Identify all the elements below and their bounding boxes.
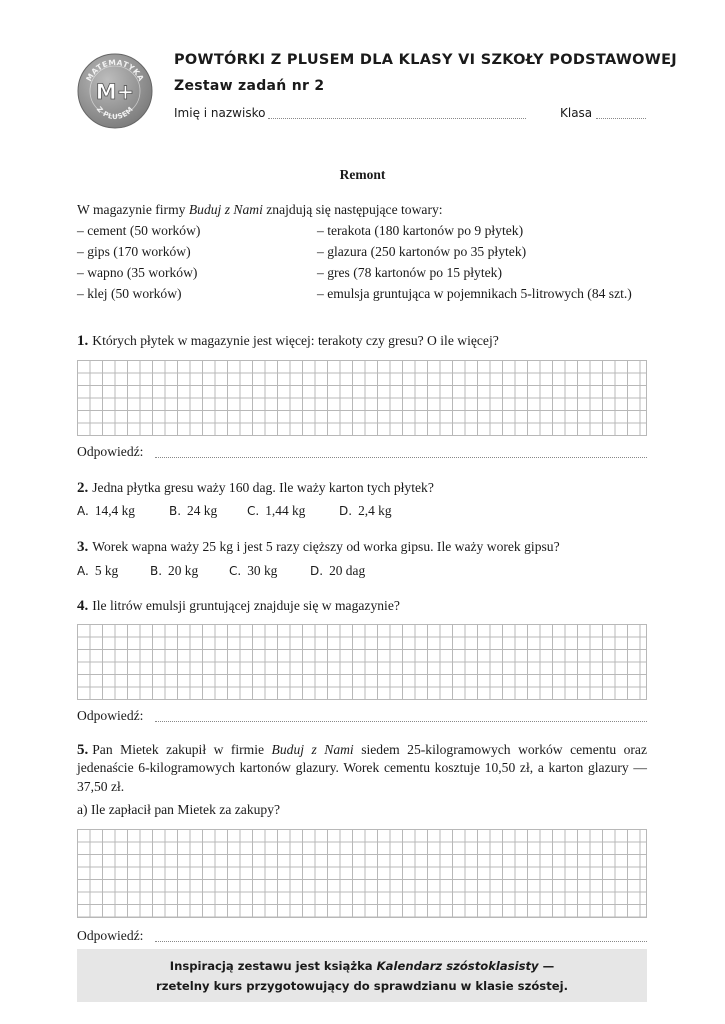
student-info-row <box>174 106 646 122</box>
goods-item: – klej (50 worków) <box>77 286 182 301</box>
goods-item: – gips (170 worków) <box>77 244 191 259</box>
option-a[interactable]: A. 5 kg <box>77 563 119 578</box>
goods-item: – wapno (35 worków) <box>77 265 198 280</box>
question-number: 1. <box>77 333 89 349</box>
answer-label: Odpowiedź: <box>77 444 144 459</box>
class-field[interactable] <box>596 106 646 119</box>
footer-line-1: Inspiracją zestawu jest książka Kalendarz szóstoklasisty — <box>169 959 555 973</box>
answer-label: Odpowiedź: <box>77 708 144 723</box>
section-title: Remont <box>339 167 386 182</box>
answer-label: Odpowiedź: <box>77 928 144 943</box>
name-field[interactable] <box>268 106 526 119</box>
question-number: 2. <box>77 480 89 496</box>
question-4: 4. Ile litrów emulsji gruntującej znajduje się w magazynie? <box>77 598 400 614</box>
answer-grid[interactable] <box>77 624 647 700</box>
worksheet-title: POWTÓRKI Z PLUSEM DLA KLASY VI SZKOŁY PODSTAWOWEJ <box>174 52 677 68</box>
question-1: 1. Których płytek w magazynie jest więcej: terakoty czy gresu? O ile więcej? <box>77 333 499 349</box>
intro-text: W magazynie firmy Buduj z Nami znajdują się następujące towary: <box>77 202 443 217</box>
question-3: 3. Worek wapna waży 25 kg i jest 5 razy cięższy od worka gipsu. Ile waży worek gipsu? <box>77 539 560 555</box>
answer-row <box>77 708 647 724</box>
goods-item: – emulsja gruntująca w pojemnikach 5-litrowych (84 szt.) <box>317 286 632 301</box>
matematyka-z-plusem-logo <box>77 53 153 129</box>
answer-grid[interactable] <box>77 360 647 436</box>
company-name: Buduj z Nami <box>188 202 263 217</box>
goods-item: – gres (78 kartonów po 15 płytek) <box>317 265 502 280</box>
answer-line[interactable] <box>155 444 647 458</box>
option-c[interactable]: C. 30 kg <box>229 563 278 578</box>
question-5a: a) Ile zapłacił pan Mietek za zakupy? <box>77 802 281 817</box>
question-number: 4. <box>77 598 89 614</box>
question-number: 5. <box>77 742 89 758</box>
option-d[interactable]: D. 2,4 kg <box>339 503 392 518</box>
answer-grid[interactable] <box>77 829 647 918</box>
answer-row <box>77 928 647 944</box>
footer-line-2: rzetelny kurs przygotowujący do sprawdzianu w klasie szóstej. <box>156 979 568 993</box>
goods-item: – terakota (180 kartonów po 9 płytek) <box>317 223 524 238</box>
worksheet-subtitle: Zestaw zadań nr 2 <box>174 78 325 94</box>
footer-banner <box>77 949 647 1002</box>
option-b[interactable]: B. 24 kg <box>169 503 218 518</box>
option-a[interactable]: A. 14,4 kg <box>77 503 135 518</box>
option-d[interactable]: D. 20 dag <box>310 563 366 578</box>
class-label: Klasa <box>560 106 593 120</box>
answer-line[interactable] <box>155 708 647 722</box>
question-number: 3. <box>77 539 89 555</box>
company-name: Buduj z Nami <box>271 742 354 757</box>
svg-text:MATEMATYKA: MATEMATYKA <box>84 57 146 83</box>
goods-item: – cement (50 worków) <box>77 223 201 238</box>
book-title: Kalendarz szóstoklasisty <box>376 959 539 973</box>
question-5: 5. Pan Mietek zakupił w firmie Buduj z Nami siedem 25-kilogramowych worków cementu oraz jedenaście 6-kilogramowych kartonów glazury. Worek cementu kosztuje 10,50 zł, a karton glazury — 37,50 zł. <box>77 742 648 794</box>
name-label: Imię i nazwisko <box>174 106 266 120</box>
option-c[interactable]: C. 1,44 kg <box>247 503 306 518</box>
option-b[interactable]: B. 20 kg <box>150 563 199 578</box>
svg-text:Z PLUSEM: Z PLUSEM <box>94 105 136 122</box>
goods-item: – glazura (250 kartonów po 35 płytek) <box>317 244 527 259</box>
svg-text:M+: M+ <box>95 80 135 104</box>
answer-line[interactable] <box>155 928 647 942</box>
answer-row <box>77 444 647 460</box>
question-2: 2. Jedna płytka gresu waży 160 dag. Ile waży karton tych płytek? <box>77 480 434 496</box>
